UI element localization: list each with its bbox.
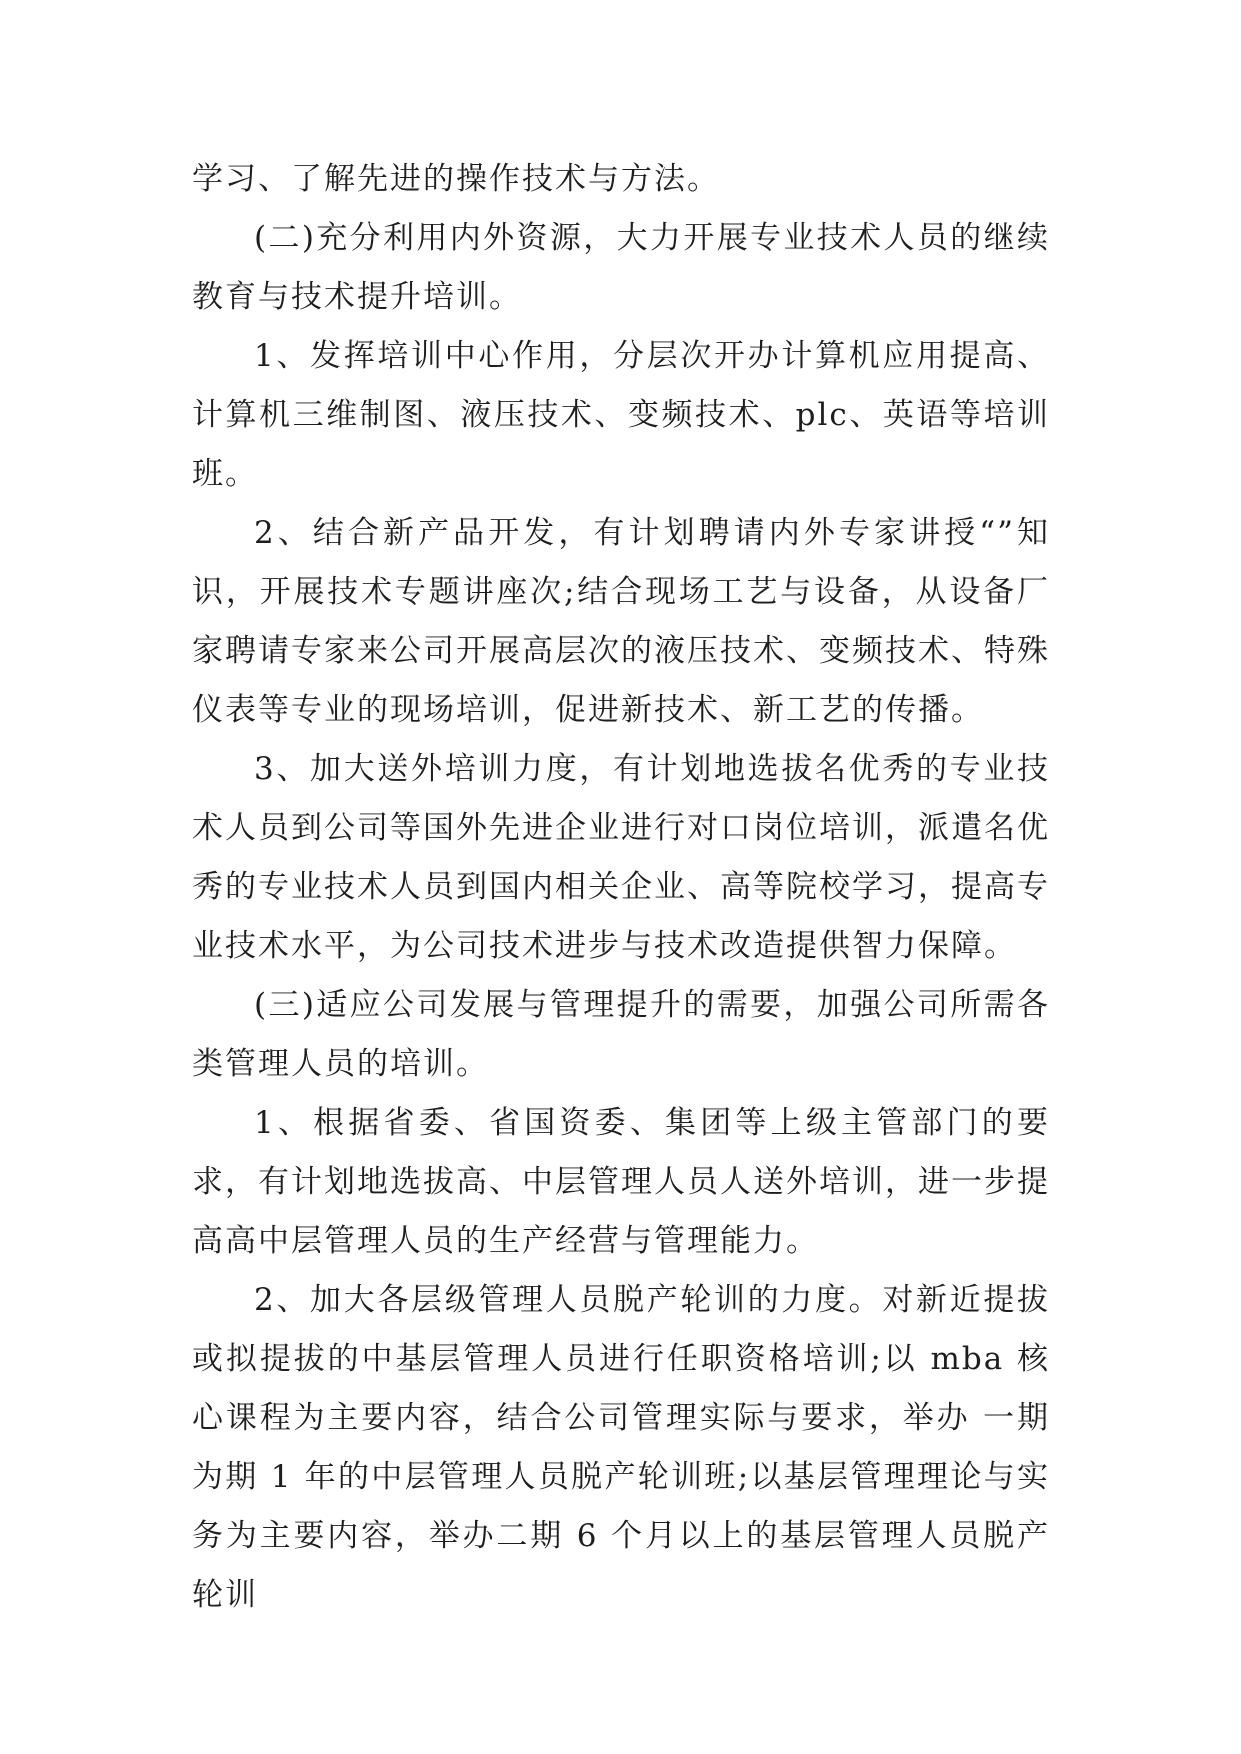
document-body (192, 150, 1050, 1625)
paragraph-7: 1、根据省委、省国资委、集团等上级主管部门的要求，有计划地选拔高、中层管理人员人送外培训，进一步提高高中层管理人员的生产经营与管理能力。 (192, 1105, 1050, 1259)
paragraph-4: 2、结合新产品开发，有计划聘请内外专家讲授“”知识，开展技术专题讲座次;结合现场工艺与设备，从设备厂家聘请专家来公司开展高层次的液压技术、变频技术、特殊仪表等专业的现场培训，促进新技术、新工艺的传播。 (192, 515, 1050, 728)
paragraph-2: (二)充分利用内外资源，大力开展专业技术人员的继续教育与技术提升培训。 (192, 220, 1050, 315)
paragraph-6: (三)适应公司发展与管理提升的需要，加强公司所需各类管理人员的培训。 (192, 987, 1050, 1082)
paragraph-8: 2、加大各层级管理人员脱产轮训的力度。对新近提拔或拟提拔的中基层管理人员进行任职资格培训;以 mba 核心课程为主要内容，结合公司管理实际与要求，举办 一期为期 1 年的中层管理人员脱产轮训班;以基层管理理论与实务为主要内容，举办二期 6 个月以上的基层管理人员脱产轮训 (192, 1282, 1050, 1613)
paragraph-3: 1、发挥培训中心作用，分层次开办计算机应用提高、计算机三维制图、液压技术、变频技术、plc、英语等培训班。 (192, 338, 1050, 492)
paragraph-1: 学习、了解先进的操作技术与方法。 (192, 161, 720, 197)
paragraph-5: 3、加大送外培训力度，有计划地选拔名优秀的专业技术人员到公司等国外先进企业进行对口岗位培训，派遣名优秀的专业技术人员到国内相关企业、高等院校学习，提高专业技术水平，为公司技术进步与技术改造提供智力保障。 (192, 751, 1050, 964)
